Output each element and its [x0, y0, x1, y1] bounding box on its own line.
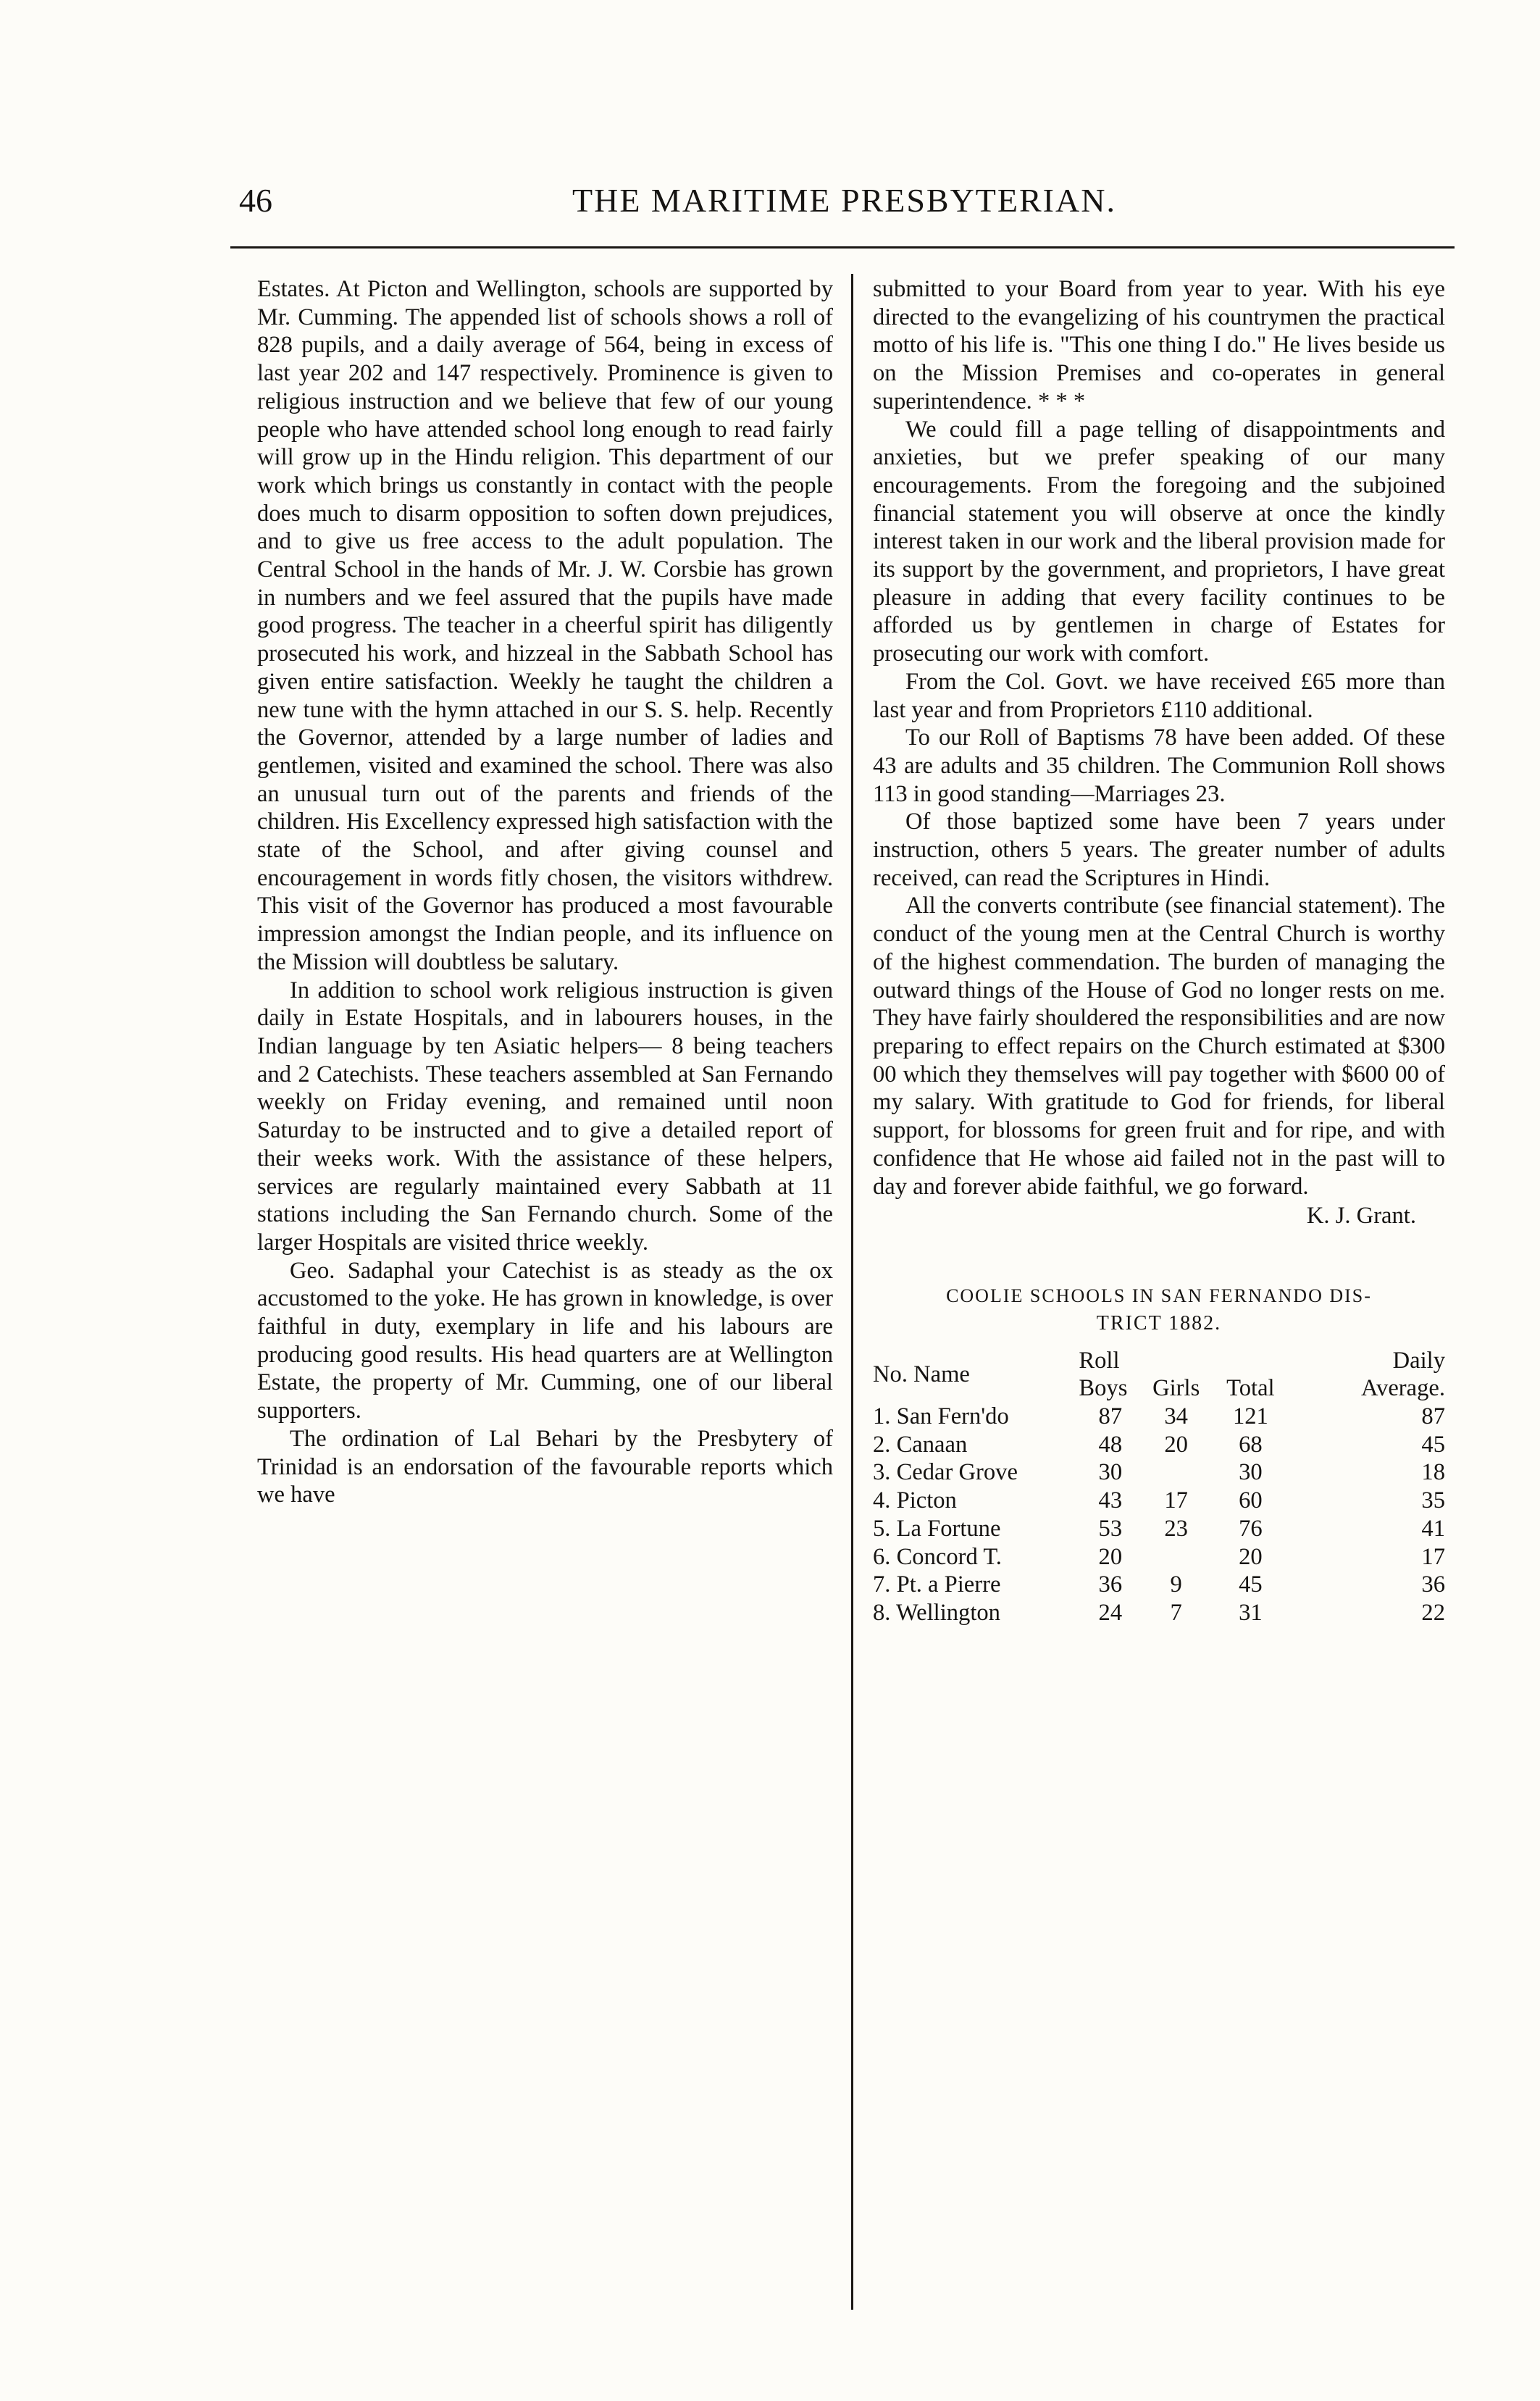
cell-name: 4. Picton [873, 1487, 957, 1514]
table-title: COOLIE SCHOOLS IN SAN FERNANDO DIS- [946, 1285, 1372, 1306]
table-row [873, 1515, 1445, 1543]
paragraph: Geo. Sadaphal your Catechist is as steady as the ox accustomed to the yoke. He has grown in knowledge, is over faithful in duty, exemplary in life and his labours are producing good results. His head quarters are at Wellington Estate, the property of Mr. Cumming, one of our liberal supporters. [257, 1257, 833, 1424]
cell-name: 2. Canaan [873, 1431, 968, 1458]
cell-boys: 20 [1098, 1543, 1123, 1570]
table-row [873, 1431, 1445, 1459]
cell-girls: 23 [1164, 1515, 1188, 1542]
cell-average: 17 [1421, 1543, 1445, 1570]
cell-total: 68 [1239, 1431, 1263, 1458]
paragraph: All the converts contribute (see financial statement). The conduct of the young men at the Central Church is worthy of the highest commendation. The burden of managing the outward things of the House of God no longer rests on me. They have fairly shouldered the responsibilities and are now preparing to effect repairs on the Church estimated at $300 00 which they themselves will pay together with $600 00 of my salary. With gratitude to God for friends, for liberal support, for blossoms for green fruit and for ripe, and with confidence that He whose aid failed not in the past will to day and forever abide faithful, we go forward. [873, 893, 1445, 1200]
header-boys: Boys [1079, 1375, 1128, 1402]
cell-total: 60 [1239, 1487, 1263, 1514]
header-average: Average. [1360, 1375, 1445, 1402]
page-title: THE MARITIME PRESBYTERIAN. [572, 182, 1116, 219]
cell-average: 22 [1421, 1599, 1445, 1626]
cell-average: 41 [1421, 1515, 1445, 1542]
schools-table [873, 1347, 1445, 1627]
table-row [873, 1599, 1445, 1627]
paragraph: We could fill a page telling of disappointments and anxieties, but we prefer speaking of our many encouragements. From the foregoing and the subjoined financial statement you will observe at once the kindly interest taken in our work and the liberal provision made for its support by the government, and proprietors, I have great pleasure in adding that every facility continues to be afforded us by gentlemen in charge of Estates for prosecuting our work with comfort. [873, 416, 1445, 667]
cell-girls: 17 [1164, 1487, 1188, 1514]
paragraph: Estates. At Picton and Wellington, schools are supported by Mr. Cumming. The appended list of schools shows a roll of 828 pupils, and a daily average of 564, being in excess of last year 202 and 147 respectively. Prominence is given to religious instruction and we believe that few of our young people who have attended school long enough to read fairly will grow up in the Hindu religion. This department of our work which brings us constantly in contact with the people does much to disarm opposition to soften down prejudices, and to give us free access to the adult population. The Central School in the hands of Mr. J. W. Corsbie has grown in numbers and we feel assured that the pupils have made good progress. The teacher in a cheerful spirit has diligently prosecuted his work, and hizzeal in the Sabbath School has given entire satisfaction. Weekly he taught the children a new tune with the hymn attached in our S. S. help. Recently the Governor, attended by a large number of ladies and gentlemen, visited and examined the school. There was also an unusual turn out of the parents and friends of the children. His Excellency expressed high satisfaction with the state of the School, and after giving counsel and encouragement in words fitly chosen, the visitors withdrew. This visit of the Governor has produced a most favourable impression amongst the Indian people, and its influence on the Mission will doubtless be salutary. [257, 276, 833, 975]
table-title-line2: TRICT 1882. [1096, 1311, 1222, 1335]
paragraph: In addition to school work religious instruction is given daily in Estate Hospitals, and in labourers houses, in the Indian language by ten Asiatic helpers— 8 being teachers and 2 Catechists. These teachers assembled at San Fernando weekly on Friday evening, and remained until noon Saturday to be instructed and to give a detailed report of their weeks work. With the assistance of these helpers, services are regularly maintained every Sabbath at 11 stations including the San Fernando church. Some of the larger Hospitals are visited thrice weekly. [257, 977, 833, 1256]
cell-boys: 24 [1098, 1599, 1123, 1626]
cell-name: 5. La Fortune [873, 1515, 1001, 1542]
cell-total: 76 [1239, 1515, 1263, 1542]
cell-girls: 34 [1164, 1403, 1188, 1430]
column-divider [851, 274, 853, 2310]
page-number: 46 [239, 182, 272, 219]
paragraph: Of those baptized some have been 7 years under instruction, others 5 years. The greater number of adults received, can read the Scriptures in Hindi. [873, 809, 1445, 891]
page-header [239, 181, 1470, 232]
cell-name: 7. Pt. a Pierre [873, 1571, 1001, 1598]
paragraph: The ordination of Lal Behari by the Presbytery of Trinidad is an endorsation of the favourable reports which we have [257, 1425, 833, 1508]
cell-total: 121 [1232, 1403, 1268, 1430]
cell-girls [1142, 1543, 1210, 1571]
cell-boys: 48 [1098, 1431, 1123, 1458]
header-rule [230, 246, 1455, 249]
cell-girls: 20 [1164, 1431, 1188, 1458]
header-girls: Girls [1152, 1375, 1200, 1402]
header-daily: Daily [1392, 1347, 1445, 1374]
cell-boys: 36 [1098, 1571, 1123, 1598]
cell-average: 36 [1421, 1571, 1445, 1598]
left-column [257, 275, 833, 1509]
cell-girls [1142, 1458, 1210, 1487]
table-row [873, 1543, 1445, 1571]
table-row [873, 1487, 1445, 1515]
paragraph: submitted to your Board from year to year. With his eye directed to the evangelizing of his countrymen the practical motto of his life is. "This one thing I do." He lives beside us on the Mission Premises and co-operates in general superintendence. * * * [873, 276, 1445, 414]
header-no-name: No. Name [873, 1361, 970, 1387]
cell-boys: 43 [1098, 1487, 1123, 1514]
table-row [873, 1403, 1445, 1431]
table-row [873, 1571, 1445, 1599]
right-column [873, 275, 1445, 1627]
cell-girls: 9 [1170, 1571, 1182, 1598]
cell-average: 35 [1421, 1487, 1445, 1514]
cell-total: 45 [1239, 1571, 1263, 1598]
cell-average: 45 [1421, 1431, 1445, 1458]
header-roll: Roll [1079, 1347, 1120, 1374]
cell-name: 3. Cedar Grove [873, 1459, 1018, 1486]
cell-total: 20 [1239, 1543, 1263, 1570]
signature: K. J. Grant. [1306, 1203, 1416, 1229]
cell-boys: 87 [1098, 1403, 1123, 1430]
cell-average: 87 [1421, 1403, 1445, 1430]
cell-total: 31 [1239, 1599, 1263, 1626]
header-total: Total [1226, 1375, 1275, 1402]
cell-total: 30 [1239, 1459, 1263, 1486]
paragraph: From the Col. Govt. we have received £65 more than last year and from Proprietors £110 additional. [873, 668, 1445, 723]
cell-boys: 30 [1098, 1459, 1123, 1486]
cell-name: 6. Concord T. [873, 1543, 1002, 1570]
table-body [873, 1403, 1445, 1627]
cell-name: 8. Wellington [873, 1599, 1000, 1626]
table-row [873, 1458, 1445, 1487]
cell-average: 18 [1421, 1459, 1445, 1486]
cell-girls: 7 [1170, 1599, 1182, 1626]
table-header-row [873, 1347, 1445, 1375]
paragraph: To our Roll of Baptisms 78 have been added. Of these 43 are adults and 35 children. The Communion Roll shows 113 in good standing—Marriages 23. [873, 725, 1445, 807]
cell-name: 1. San Fern'do [873, 1403, 1009, 1430]
cell-boys: 53 [1098, 1515, 1123, 1542]
